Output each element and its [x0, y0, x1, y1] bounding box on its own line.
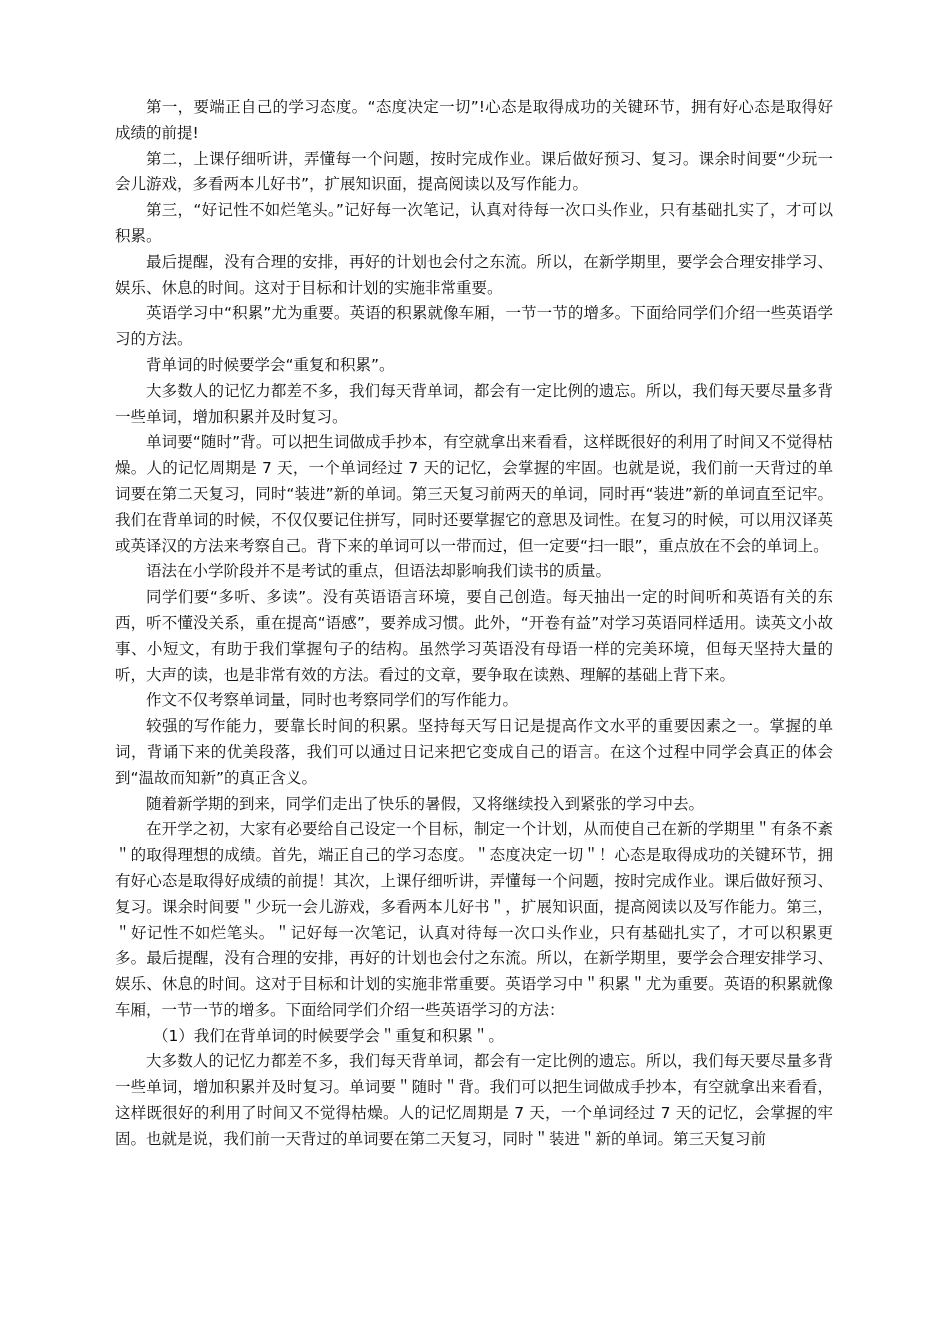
- paragraph-class-listening: 第二，上课仔细听讲，弄懂每一个问题，按时完成作业。课后做好预习、复习。课余时间要“少玩一会儿游戏，多看两本儿好书”，扩展知识面，提高阅读以及写作能力。: [115, 149, 833, 194]
- paragraph-memory: 大多数人的记忆力都差不多，我们每天背单词，都会有一定比例的遗忘。所以，我们每天要尽量多背一些单词，增加积累并及时复习。: [115, 381, 833, 426]
- paragraph-grammar: 语法在小学阶段并不是考试的重点，但语法却影响我们读书的质量。: [146, 562, 612, 581]
- paragraph-numbered-1: （1）我们在背单词的时候要学会＂重复和积累＂。: [153, 1026, 504, 1045]
- paragraph-vocab-anytime: 单词要“随时”背。可以把生词做成手抄本，有空就拿出来看看，这样既很好的利用了时间又不觉得枯燥。人的记忆周期是 7 天，一个单词经过 7 天的记忆，会掌握的牢固。也就是说，我们前一天背过的单词要在第二天复习，同时“装进”新的单词。第三天复习前两天的单词，同时再“装进”新的单词直至记牢。我们在背单词的时候，不仅仅要记住拼写，同时还要掌握它的意思及词性。在复习的时候，可以用汉译英或英译汉的方法来考察自己。背下来的单词可以一带而过，但一定要“扫一眼”，重点放在不会的单词上。: [115, 433, 833, 555]
- paragraph-memory-repeat: 大多数人的记忆力都差不多，我们每天背单词，都会有一定比例的遗忘。所以，我们每天要尽量多背一些单词，增加积累并及时复习。单词要＂随时＂背。我们可以把生词做成手抄本，有空就拿出来看看，这样既很好的利用了时间又不觉得枯燥。人的记忆周期是 7 天，一个单词经过 7 天的记忆，会掌握的牢固。也就是说，我们前一天背过的单词要在第二天复习，同时＂装进＂新的单词。第三天复习前: [115, 1052, 833, 1148]
- paragraph-new-semester: 随着新学期的到来，同学们走出了快乐的暑假，又将继续投入到紧张的学习中去。: [146, 794, 705, 813]
- paragraph-reminder: 最后提醒，没有合理的安排，再好的计划也会付之东流。所以，在新学期里，要学会合理安排学习、娱乐、休息的时间。这对于目标和计划的实施非常重要。: [115, 252, 833, 297]
- paragraph-vocab-repeat: 背单词的时候要学会“重复和积累”。: [146, 355, 395, 374]
- paragraph-writing: 作文不仅考察单词量，同时也考察同学们的写作能力。: [146, 691, 519, 710]
- paragraph-notes: 第三，“好记性不如烂笔头。”记好每一次笔记，认真对待每一次口头作业，只有基础扎实了，才可以积累。: [115, 201, 833, 245]
- paragraph-attitude: 第一，要端正自己的学习态度。“态度决定一切”!心态是取得成功的关键环节，拥有好心态是取得好成绩的前提!: [115, 98, 833, 142]
- document-page: [115, 95, 833, 1153]
- paragraph-writing-ability: 较强的写作能力，要靠长时间的积累。坚持每天写日记是提高作文水平的重要因素之一。掌握的单词，背诵下来的优美段落，我们可以通过日记来把它变成自己的语言。在这个过程中同学会真正的体会到“温故而知新”的真正含义。: [115, 717, 833, 787]
- paragraph-listen-read: 同学们要“多听、多读”。没有英语语言环境，要自己创造。每天抽出一定的时间听和英语有关的东西，听不懂没关系，重在提高“语感”，要养成习惯。此外，“开卷有益”对学习英语同样适用。读英文小故事、小短文，有助于我们掌握句子的结构。虽然学习英语没有母语一样的完美环境，但每天坚持大量的听，大声的读，也是非常有效的方法。看过的文章，要争取在读熟、理解的基础上背下来。: [115, 588, 833, 684]
- paragraph-goals: 在开学之初，大家有必要给自己设定一个目标，制定一个计划，从而使自己在新的学期里＂有条不紊＂的取得理想的成绩。首先，端正自己的学习态度。＂态度决定一切＂！心态是取得成功的关键环节，拥有好心态是取得好成绩的前提！其次，上课仔细听讲，弄懂每一个问题，按时完成作业。课后做好预习、复习。课余时间要＂少玩一会儿游戏，多看两本儿好书＂，扩展知识面，提高阅读以及写作能力。第三，＂好记性不如烂笔头。＂记好每一次笔记，认真对待每一次口头作业，只有基础扎实了，才可以积累更多。最后提醒，没有合理的安排，再好的计划也会付之东流。所以，在新学期里，要学会合理安排学习、娱乐、休息的时间。这对于目标和计划的实施非常重要。英语学习中＂积累＂尤为重要。英语的积累就像车厢，一节一节的增多。下面给同学们介绍一些英语学习的方法：: [115, 820, 833, 1019]
- paragraph-english-accumulation: 英语学习中“积累”尤为重要。英语的积累就像车厢，一节一节的增多。下面给同学们介绍一些英语学习的方法。: [115, 304, 833, 349]
